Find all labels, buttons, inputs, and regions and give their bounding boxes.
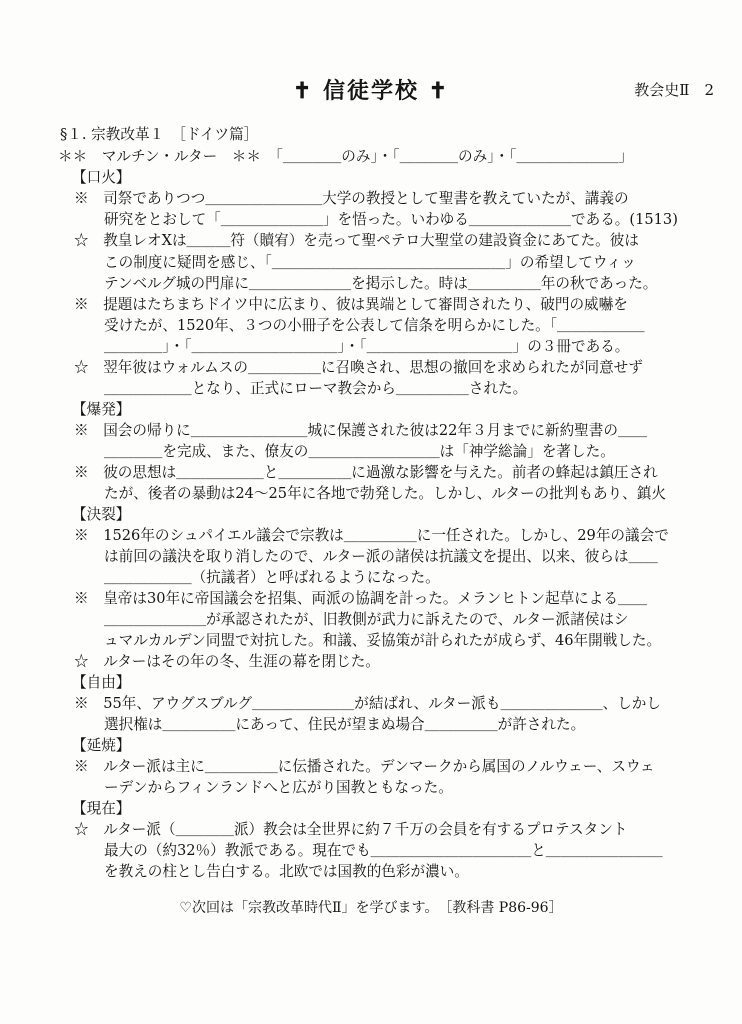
text-line: を教えの柱とし告白する。北欧では国教的色彩が濃い。 bbox=[104, 863, 469, 880]
text-line: ☆ ルター派（＿＿＿＿派）教会は全世界に約７千万の会員を有するプロテスタント bbox=[74, 821, 628, 838]
text-line: ※ 55年、アウグスブルグ＿＿＿＿＿＿＿が結ばれ、ルター派も＿＿＿＿＿＿＿、しかし bbox=[74, 695, 661, 712]
heading-ketsuretsu: 【決裂】 bbox=[72, 506, 131, 523]
section-heading: §１. 宗教改革１ ［ドイツ篇］ bbox=[60, 126, 259, 143]
page-title: ✝ 信徒学校 ✝ bbox=[292, 78, 450, 104]
text-line: ※ 国会の帰りに＿＿＿＿＿＿＿＿城に保護された彼は22年３月までに新約聖書の＿＿ bbox=[74, 422, 648, 439]
heading-jiyu: 【自由】 bbox=[72, 674, 131, 691]
text-line: ※ 皇帝は30年に帝国議会を招集、両派の協調を計った。メランヒトン起草による＿＿ bbox=[74, 590, 648, 607]
heading-ensho: 【延焼】 bbox=[72, 737, 131, 754]
text-line: テンベルグ城の門扉に＿＿＿＿＿＿＿を掲示した。時は＿＿＿＿＿年の秋であった。 bbox=[104, 275, 658, 292]
text-line: ＿＿＿＿＿＿となり、正式にローマ教会から＿＿＿＿＿された。 bbox=[104, 380, 528, 397]
text-line: この制度に疑問を感じ、「＿＿＿＿＿＿＿＿＿＿＿＿＿＿＿＿」の希望してウィッ bbox=[104, 254, 636, 271]
text-line: たが、後者の暴動は24～25年に各地で勃発した。しかし、ルターの批判もあり、鎮火 bbox=[104, 485, 666, 502]
text-line: ※ 1526年のシュパイエル議会で宗教は＿＿＿＿＿に一任された。しかし、29年の議会で bbox=[74, 527, 669, 544]
text-line: ☆ 教皇レオⅩは＿＿＿符（贖宥）を売って聖ペテロ大聖堂の建設資金にあてた。彼は bbox=[74, 232, 639, 249]
text-line: は前回の議決を取り消したので、ルター派の諸侯は抗議文を提出、以来、彼らは＿＿ bbox=[104, 548, 658, 565]
text-line: ☆ 翌年彼はウォルムスの＿＿＿＿＿に召喚され、思想の撤回を求められたが同意せず bbox=[74, 359, 643, 376]
text-line: 最大の（約32％）教派である。現在でも＿＿＿＿＿＿＿＿＿＿＿と＿＿＿＿＿＿＿＿ bbox=[104, 842, 663, 859]
course-label: 教会史Ⅱ 2 bbox=[634, 81, 714, 99]
text-line: ュマルカルデン同盟で対抗した。和議、妥協策が計られたが成らず、46年開戦した。 bbox=[104, 632, 662, 649]
text-line: 選択権は＿＿＿＿＿にあって、住民が望まぬ場合＿＿＿＿＿が許された。 bbox=[104, 716, 586, 733]
heading-bakuhatsu: 【爆発】 bbox=[72, 401, 131, 418]
text-line: ＿＿＿＿＿＿＿が承認されたが、旧教側が武力に訴えたので、ルター派諸侯はシ bbox=[104, 611, 629, 628]
heading-genzai: 【現在】 bbox=[72, 800, 131, 817]
text-line: ＿＿＿＿を完成、また、僚友の＿＿＿＿＿＿＿＿＿は「神学総論」を著した。 bbox=[104, 443, 615, 460]
text-line: ☆ ルターはその年の冬、生涯の幕を閉じた。 bbox=[74, 653, 380, 670]
footer-note: ♡次回は「宗教改革時代Ⅱ」を学びます。 ［教科書 P86-96］ bbox=[179, 900, 563, 916]
heading-kuchibi: 【口火】 bbox=[72, 169, 131, 186]
text-line: ーデンからフィンランドへと広がり国教ともなった。 bbox=[104, 779, 453, 796]
text-line: ＿＿＿＿」・「＿＿＿＿＿＿＿＿＿＿」・「＿＿＿＿＿＿＿＿＿＿」の３冊である。 bbox=[104, 338, 630, 355]
text-line: ＿＿＿＿＿＿（抗議者）と呼ばれるようになった。 bbox=[104, 569, 440, 586]
text-line: ※ 提題はたちまちドイツ中に広まり、彼は異端として審問されたり、破門の威嚇を bbox=[74, 296, 628, 313]
text-line: 受けたが、1520年、３つの小冊子を公表して信条を明らかにした。「＿＿＿＿＿＿ bbox=[104, 317, 645, 334]
text-line: 研究をとおして「＿＿＿＿＿＿＿」を悟った。いわゆる＿＿＿＿＿＿＿である。(1513) bbox=[104, 211, 678, 228]
luther-title-line: ＊＊ マルチン・ルター ＊＊ 「＿＿＿＿のみ」・「＿＿＿＿のみ」・「＿＿＿＿＿＿＿」 bbox=[58, 148, 634, 165]
text-line: ※ 彼の思想は＿＿＿＿＿＿と＿＿＿＿＿に過激な影響を与えた。前者の蜂起は鎮圧され bbox=[74, 464, 658, 481]
text-line: ※ ルター派は主に＿＿＿＿＿に伝播された。デンマークから属国のノルウェー、スウェ bbox=[74, 758, 655, 775]
text-line: ※ 司祭でありつつ＿＿＿＿＿＿＿＿大学の教授として聖書を教えていたが、講義の bbox=[74, 190, 629, 207]
